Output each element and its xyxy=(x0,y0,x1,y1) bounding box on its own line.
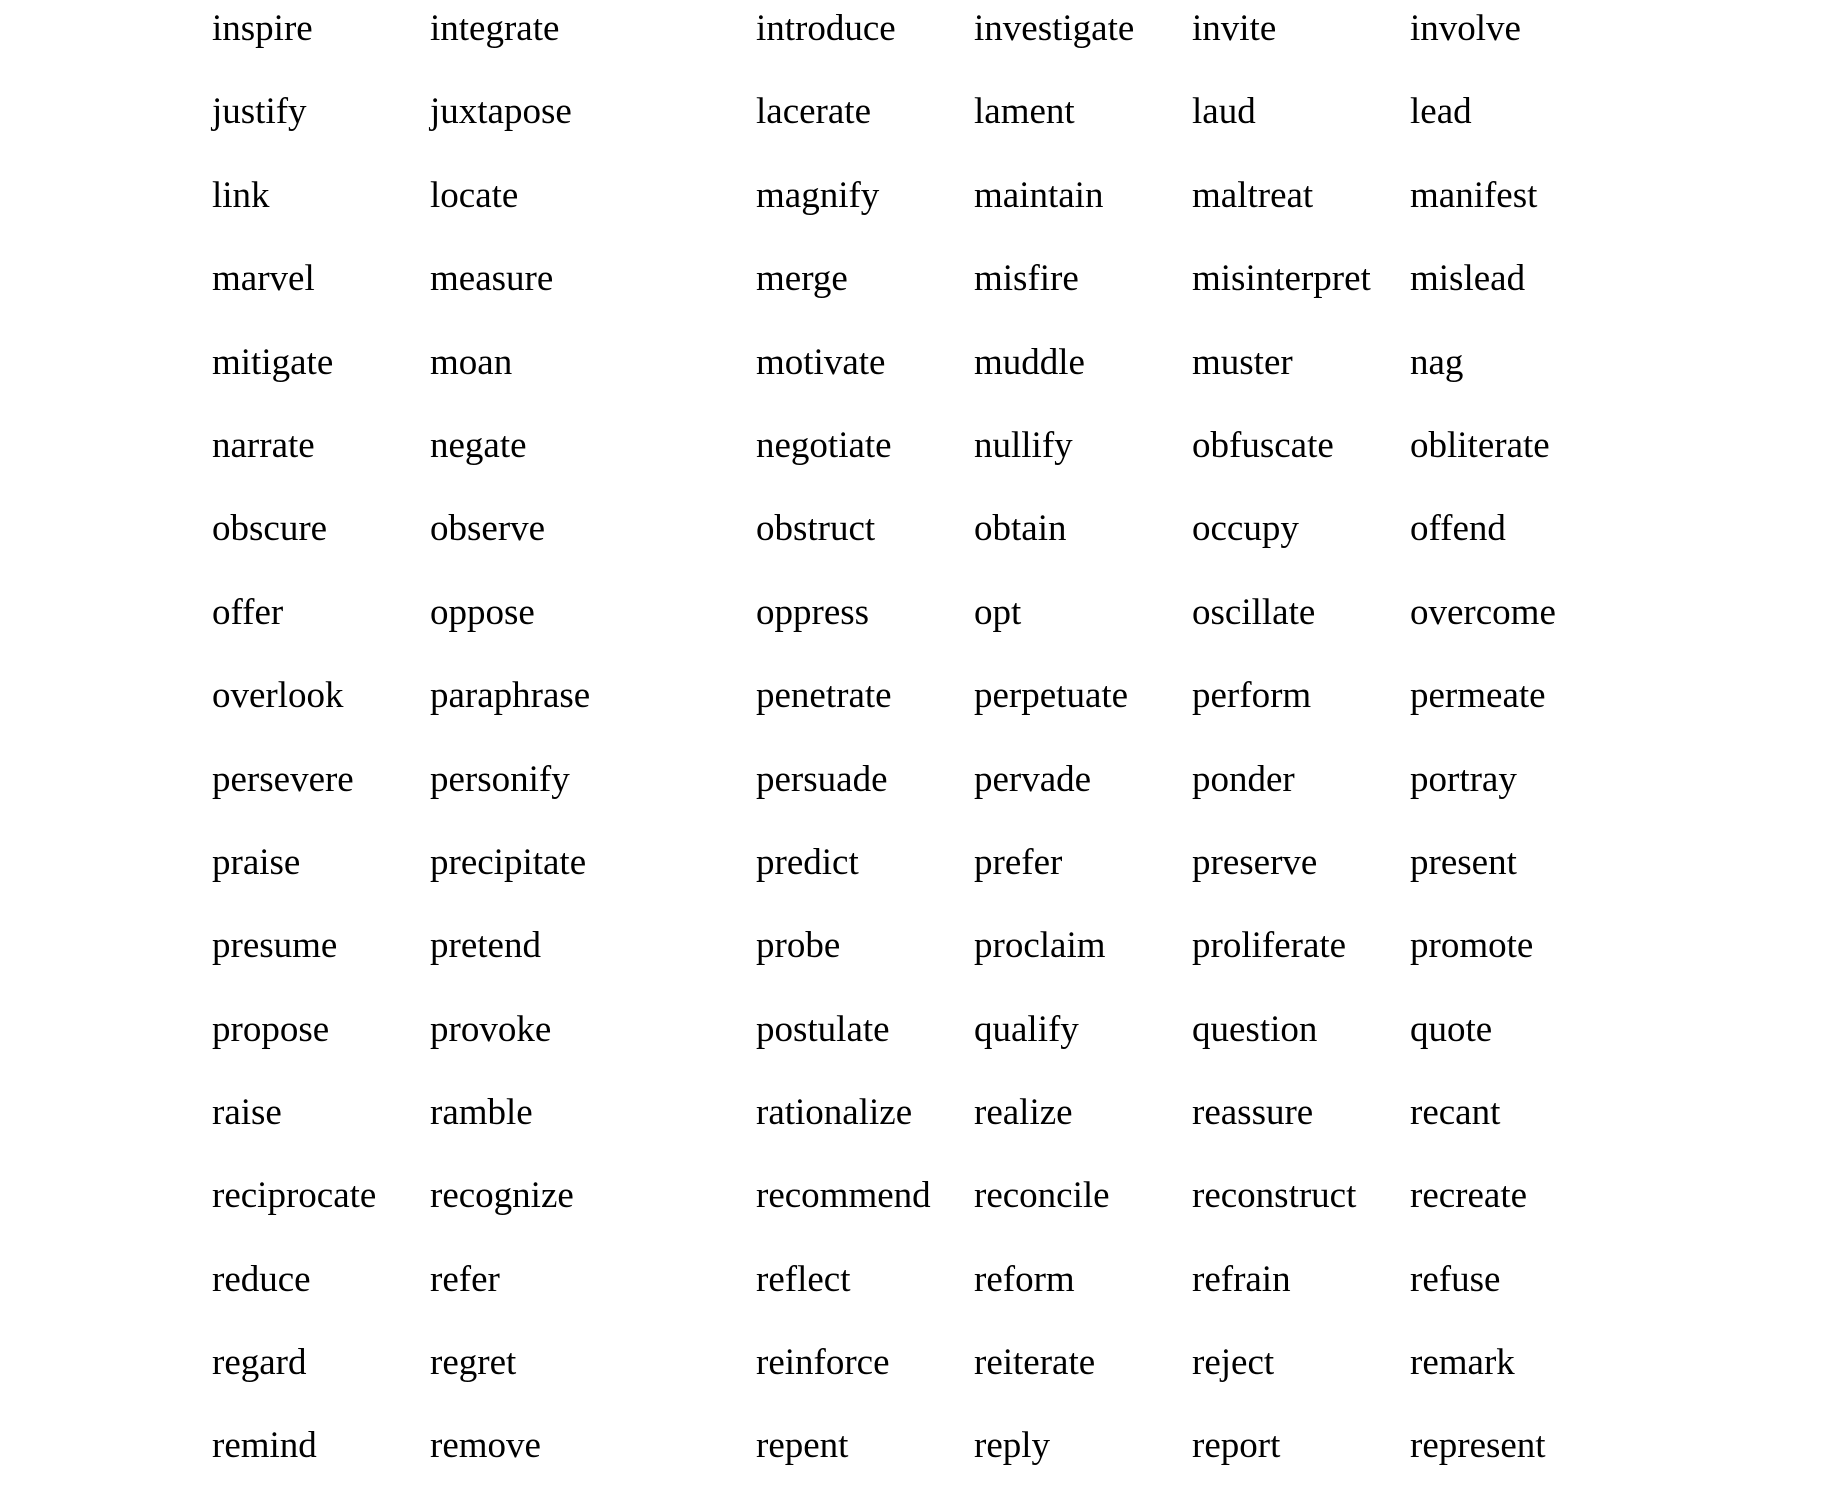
word: proclaim xyxy=(974,925,1106,966)
word: reciprocate xyxy=(212,1175,377,1216)
word: muddle xyxy=(974,342,1085,383)
word: introduce xyxy=(756,8,896,49)
word: portray xyxy=(1410,759,1517,800)
word: ramble xyxy=(430,1092,533,1133)
word-row xyxy=(0,500,1828,584)
word: juxtapose xyxy=(430,91,572,132)
word-row xyxy=(0,250,1828,334)
word: preserve xyxy=(1192,842,1318,883)
word: remark xyxy=(1410,1342,1515,1383)
word: mislead xyxy=(1410,258,1526,299)
word: postulate xyxy=(756,1009,890,1050)
word-row xyxy=(0,334,1828,418)
word-row xyxy=(0,667,1828,751)
word: perform xyxy=(1192,675,1312,716)
word: realize xyxy=(974,1092,1073,1133)
word-row xyxy=(0,751,1828,835)
word-row xyxy=(0,917,1828,1001)
word-row xyxy=(0,417,1828,501)
word: present xyxy=(1410,842,1517,883)
word: reduce xyxy=(212,1259,311,1300)
word: repent xyxy=(756,1425,849,1466)
word: persevere xyxy=(212,759,354,800)
word: refrain xyxy=(1192,1259,1291,1300)
word: promote xyxy=(1410,925,1534,966)
word: praise xyxy=(212,842,301,883)
word-row xyxy=(0,167,1828,251)
word-row xyxy=(0,1084,1828,1168)
word: qualify xyxy=(974,1009,1079,1050)
word: maltreat xyxy=(1192,175,1314,216)
word: question xyxy=(1192,1009,1318,1050)
word: marvel xyxy=(212,258,315,299)
word: lament xyxy=(974,91,1075,132)
word: probe xyxy=(756,925,841,966)
word: pretend xyxy=(430,925,541,966)
word: provoke xyxy=(430,1009,552,1050)
word: maintain xyxy=(974,175,1104,216)
word: reassure xyxy=(1192,1092,1314,1133)
word: refer xyxy=(430,1259,500,1300)
word: magnify xyxy=(756,175,880,216)
word-row xyxy=(0,1334,1828,1418)
word: locate xyxy=(430,175,519,216)
word: investigate xyxy=(974,8,1135,49)
word: reflect xyxy=(756,1259,851,1300)
word: integrate xyxy=(430,8,560,49)
word: presume xyxy=(212,925,338,966)
word: misfire xyxy=(974,258,1079,299)
word: report xyxy=(1192,1425,1281,1466)
word-row xyxy=(0,1001,1828,1085)
word: precipitate xyxy=(430,842,587,883)
word: obtain xyxy=(974,508,1067,549)
word: persuade xyxy=(756,759,888,800)
word: obfuscate xyxy=(1192,425,1334,466)
word: link xyxy=(212,175,270,216)
word: justify xyxy=(212,91,307,132)
word: regret xyxy=(430,1342,517,1383)
word: motivate xyxy=(756,342,886,383)
word: invite xyxy=(1192,8,1277,49)
word: measure xyxy=(430,258,554,299)
word: offend xyxy=(1410,508,1506,549)
word: nullify xyxy=(974,425,1073,466)
word: nag xyxy=(1410,342,1464,383)
word: reject xyxy=(1192,1342,1275,1383)
word: offer xyxy=(212,592,284,633)
word: reconstruct xyxy=(1192,1175,1357,1216)
word: prefer xyxy=(974,842,1063,883)
word-row xyxy=(0,1417,1828,1501)
word: reconcile xyxy=(974,1175,1110,1216)
word: oscillate xyxy=(1192,592,1316,633)
word: lacerate xyxy=(756,91,871,132)
word: personify xyxy=(430,759,570,800)
word: oppress xyxy=(756,592,870,633)
word: lead xyxy=(1410,91,1472,132)
word: remove xyxy=(430,1425,541,1466)
word: rationalize xyxy=(756,1092,913,1133)
word: pervade xyxy=(974,759,1092,800)
word: oppose xyxy=(430,592,535,633)
word: inspire xyxy=(212,8,313,49)
word: laud xyxy=(1192,91,1256,132)
word: occupy xyxy=(1192,508,1299,549)
word: paraphrase xyxy=(430,675,591,716)
word: proliferate xyxy=(1192,925,1347,966)
word: negate xyxy=(430,425,527,466)
word: narrate xyxy=(212,425,315,466)
word: quote xyxy=(1410,1009,1493,1050)
word-row xyxy=(0,1251,1828,1335)
word: perpetuate xyxy=(974,675,1129,716)
word: ponder xyxy=(1192,759,1295,800)
word: represent xyxy=(1410,1425,1546,1466)
word: opt xyxy=(974,592,1022,633)
word: recant xyxy=(1410,1092,1501,1133)
word: penetrate xyxy=(756,675,892,716)
word: reform xyxy=(974,1259,1075,1300)
word: recreate xyxy=(1410,1175,1528,1216)
word: negotiate xyxy=(756,425,892,466)
word: merge xyxy=(756,258,848,299)
word: propose xyxy=(212,1009,330,1050)
word: reiterate xyxy=(974,1342,1096,1383)
word: predict xyxy=(756,842,859,883)
word: recommend xyxy=(756,1175,931,1216)
word-row xyxy=(0,1167,1828,1251)
word: recognize xyxy=(430,1175,574,1216)
word: mitigate xyxy=(212,342,334,383)
word: overlook xyxy=(212,675,344,716)
word: reinforce xyxy=(756,1342,890,1383)
word: remind xyxy=(212,1425,317,1466)
word: permeate xyxy=(1410,675,1546,716)
word-row xyxy=(0,0,1828,84)
word: refuse xyxy=(1410,1259,1501,1300)
word: obliterate xyxy=(1410,425,1550,466)
word-row xyxy=(0,83,1828,167)
word: misinterpret xyxy=(1192,258,1371,299)
word-row xyxy=(0,834,1828,918)
word: overcome xyxy=(1410,592,1556,633)
word: regard xyxy=(212,1342,307,1383)
word: manifest xyxy=(1410,175,1538,216)
word: involve xyxy=(1410,8,1521,49)
word: observe xyxy=(430,508,546,549)
word: moan xyxy=(430,342,513,383)
word: raise xyxy=(212,1092,282,1133)
word: reply xyxy=(974,1425,1051,1466)
word: obscure xyxy=(212,508,328,549)
word-row xyxy=(0,584,1828,668)
word: muster xyxy=(1192,342,1293,383)
word: obstruct xyxy=(756,508,876,549)
